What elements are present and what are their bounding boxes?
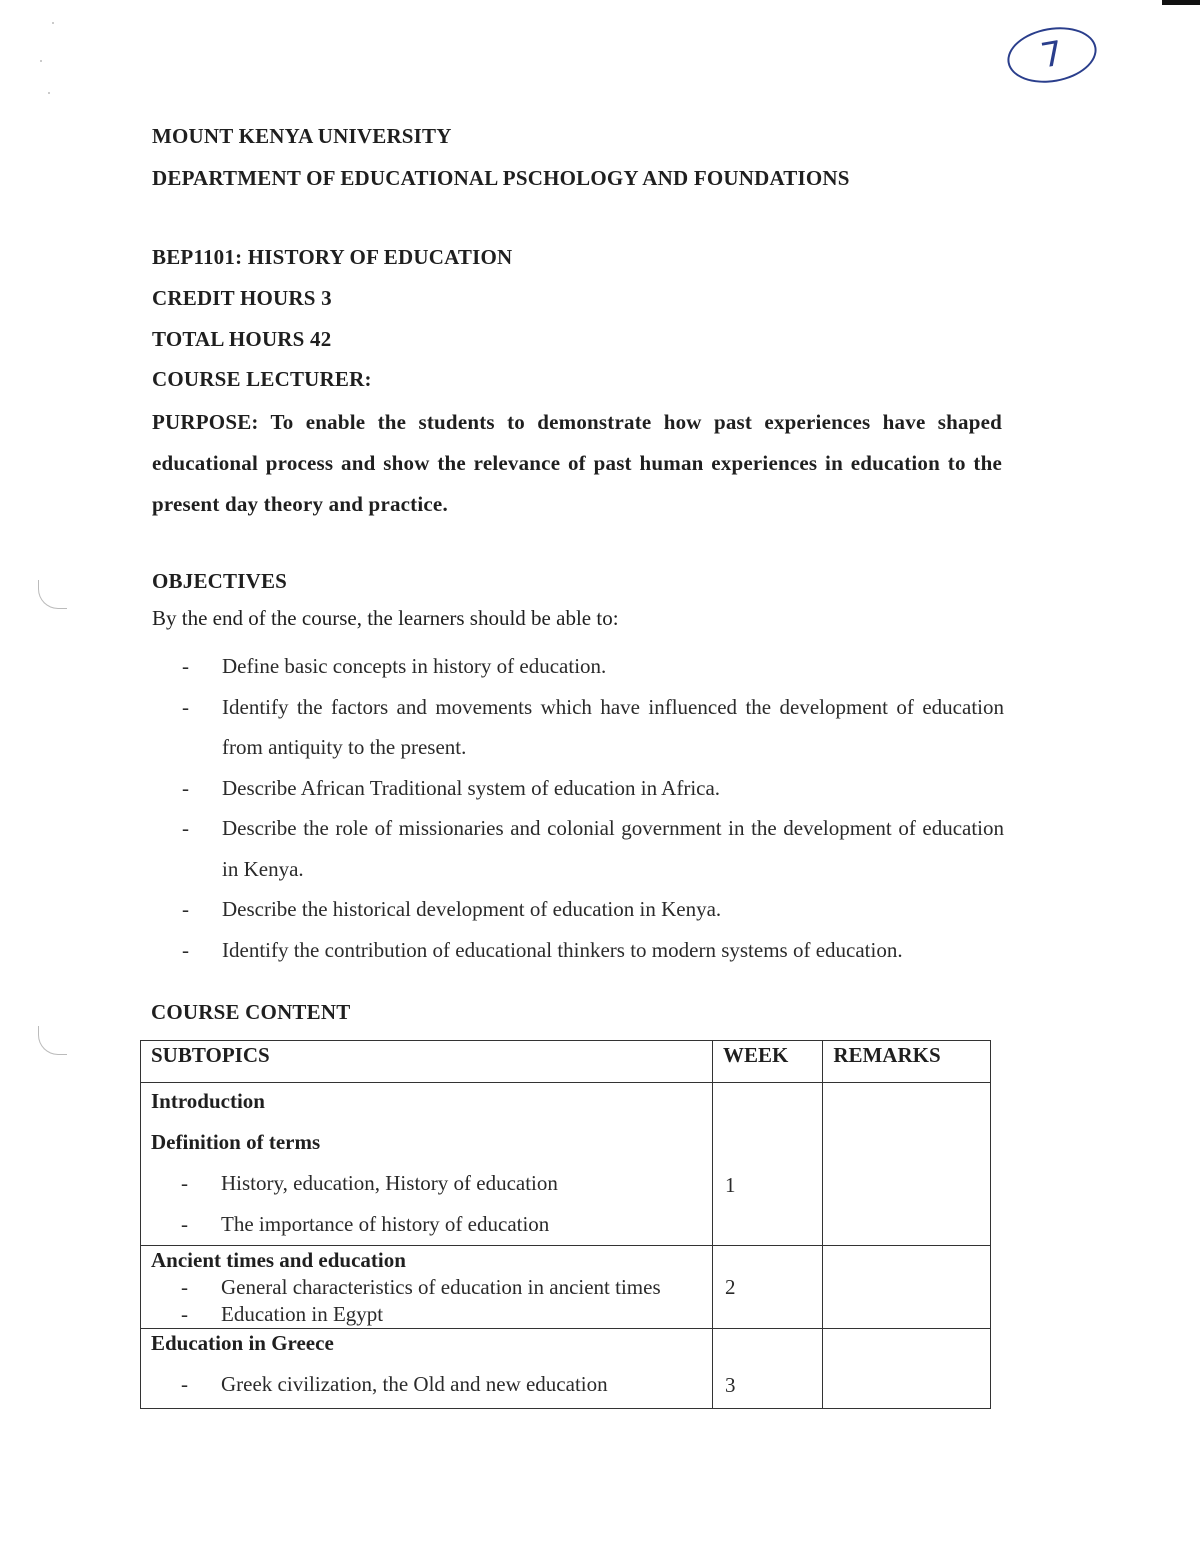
subtopic-list [141,1163,712,1245]
scan-speck [48,92,50,94]
list-item: - Greek civilization, the Old and new education [181,1364,712,1405]
list-item: - Describe the role of missionaries and colonial government in the development of education in Kenya. [182,808,1004,889]
credit-hours: CREDIT HOURS 3 [152,286,332,310]
list-item: - Identify the contribution of educational thinkers to modern systems of education. [182,930,1004,971]
column-header-remarks: REMARKS [823,1041,991,1083]
week-cell: 1 [713,1083,823,1246]
university-name: MOUNT KENYA UNIVERSITY [152,124,452,148]
objectives-heading: OBJECTIVES [152,569,288,593]
column-header-week: WEEK [713,1041,823,1083]
table-row [141,1246,991,1329]
course-content-heading: COURSE CONTENT [151,1000,351,1024]
table-header-row [141,1041,991,1083]
week-cell: 2 [713,1246,823,1329]
handwritten-page-number: 7 [1003,21,1101,90]
column-header-subtopics: SUBTOPICS [141,1041,713,1083]
list-item: - Define basic concepts in history of education. [182,646,1004,687]
remarks-cell [823,1083,991,1246]
table-row [141,1329,991,1409]
subtopic-cell [141,1083,713,1246]
subtopic-list [141,1274,712,1328]
total-hours: TOTAL HOURS 42 [152,327,332,351]
scan-speck [40,60,42,62]
subtopic-cell [141,1329,713,1409]
list-item: - The importance of history of education [181,1204,712,1245]
list-item: - Education in Egypt [181,1301,712,1328]
department-name: DEPARTMENT OF EDUCATIONAL PSCHOLOGY AND FOUNDATIONS [152,166,850,190]
objectives-list [182,646,1004,970]
purpose-paragraph: PURPOSE: To enable the students to demonstrate how past experiences have shaped educational process and show the relevance of past human experiences in education to the present day theory and practice. [152,410,1002,516]
course-lecturer: COURSE LECTURER: [152,367,372,391]
scan-speck [52,22,54,24]
subtopic-subtitle: Definition of terms [151,1130,321,1154]
subtopic-title: Introduction [151,1089,265,1113]
table-row [141,1083,991,1246]
course-code-title: BEP1101: HISTORY OF EDUCATION [152,245,513,269]
course-content-table [140,1040,991,1409]
subtopic-cell [141,1246,713,1329]
scan-arc [38,580,67,609]
subtopic-title: Education in Greece [151,1331,334,1355]
list-item: - Identify the factors and movements which have influenced the development of education from antiquity to the present. [182,687,1004,768]
remarks-cell [823,1329,991,1409]
subtopic-list [141,1364,712,1405]
list-item: - Describe African Traditional system of education in Africa. [182,768,1004,809]
objectives-intro: By the end of the course, the learners should be able to: [152,606,619,630]
list-item: - History, education, History of education [181,1163,712,1204]
list-item: - Describe the historical development of education in Kenya. [182,889,1004,930]
remarks-cell [823,1246,991,1329]
scan-arc [38,1026,67,1055]
week-cell: 3 [713,1329,823,1409]
list-item: - General characteristics of education in ancient times [181,1274,712,1301]
subtopic-title: Ancient times and education [151,1248,406,1272]
scan-corner-mark [1162,0,1200,5]
